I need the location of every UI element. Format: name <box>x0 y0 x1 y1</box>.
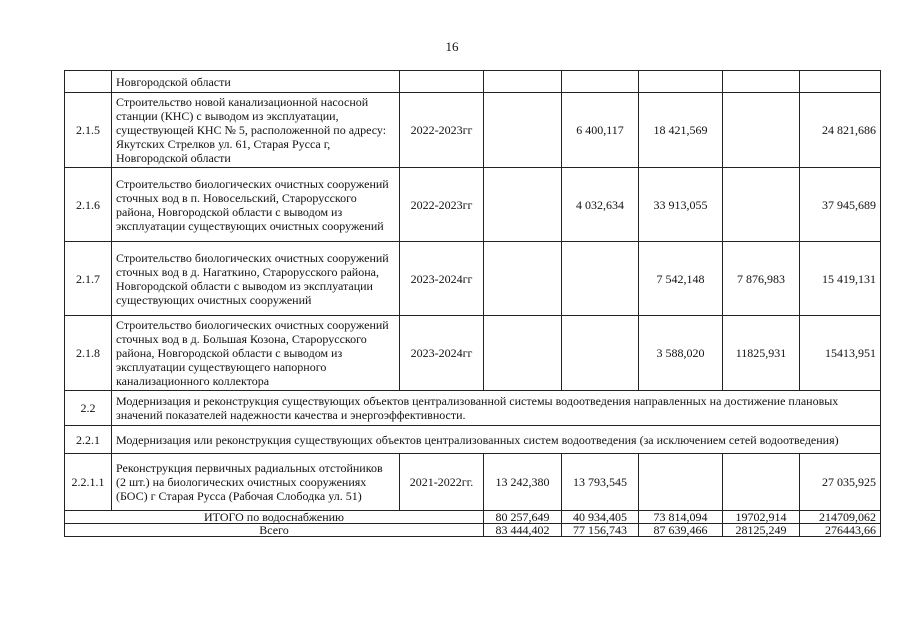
row-value-1 <box>484 168 562 242</box>
row-value-3 <box>639 71 723 93</box>
grand-total-value-total: 276443,66 <box>800 524 881 537</box>
row-value-total: 37 945,689 <box>800 168 881 242</box>
grand-total-row <box>65 524 881 537</box>
row-value-1 <box>484 93 562 168</box>
grand-total-value-2: 77 156,743 <box>562 524 639 537</box>
row-number: 2.1.5 <box>65 93 112 168</box>
section-row <box>65 426 881 454</box>
row-value-4 <box>723 93 800 168</box>
row-period: 2023-2024гг <box>400 316 484 391</box>
row-value-3: 7 542,148 <box>639 242 723 316</box>
row-number <box>65 71 112 93</box>
row-period: 2021-2022гг. <box>400 454 484 511</box>
row-value-2: 13 793,545 <box>562 454 639 511</box>
section-title: Модернизация и реконструкция существующих объектов централизованной системы водоотведения направленных на достижение плановых значений показателей надежности качества и энергоэффективности. <box>112 391 881 426</box>
row-value-1 <box>484 71 562 93</box>
row-value-3 <box>639 454 723 511</box>
total-water-value-2: 40 934,405 <box>562 511 639 524</box>
row-value-3: 3 588,020 <box>639 316 723 391</box>
row-value-1: 13 242,380 <box>484 454 562 511</box>
row-value-2: 4 032,634 <box>562 168 639 242</box>
row-value-2 <box>562 71 639 93</box>
row-value-total: 24 821,686 <box>800 93 881 168</box>
row-number: 2.1.8 <box>65 316 112 391</box>
row-name: Строительство биологических очистных сооружений сточных вод в д. Нагаткино, Старорусского района, Новгородской области с выводом из эксплуатации существующих очистных сооружений <box>112 242 400 316</box>
row-name: Строительство биологических очистных сооружений сточных вод в п. Новосельский, Старорусского района, Новгородской области с выводом из эксплуатации существующих очистных сооружений <box>112 168 400 242</box>
total-water-value-4: 19702,914 <box>723 511 800 524</box>
row-value-4 <box>723 454 800 511</box>
grand-total-value-4: 28125,249 <box>723 524 800 537</box>
row-value-total: 15413,951 <box>800 316 881 391</box>
grand-total-label: Всего <box>65 524 484 537</box>
total-water-label: ИТОГО по водоснабжению <box>65 511 484 524</box>
row-value-4: 11825,931 <box>723 316 800 391</box>
row-value-4: 7 876,983 <box>723 242 800 316</box>
row-value-1 <box>484 316 562 391</box>
table-row <box>65 71 881 93</box>
row-number: 2.1.6 <box>65 168 112 242</box>
row-value-4 <box>723 168 800 242</box>
row-period <box>400 71 484 93</box>
table-row <box>65 242 881 316</box>
table-row <box>65 316 881 391</box>
row-value-total: 27 035,925 <box>800 454 881 511</box>
section-row <box>65 391 881 426</box>
row-number: 2.1.7 <box>65 242 112 316</box>
table-row <box>65 93 881 168</box>
total-water-value-total: 214709,062 <box>800 511 881 524</box>
row-value-2: 6 400,117 <box>562 93 639 168</box>
row-value-3: 33 913,055 <box>639 168 723 242</box>
total-row <box>65 511 881 524</box>
section-number: 2.2 <box>65 391 112 426</box>
row-value-1 <box>484 242 562 316</box>
row-period: 2022-2023гг <box>400 93 484 168</box>
section-title: Модернизация или реконструкция существующих объектов централизованных систем водоотведения (за исключением сетей водоотведения) <box>112 426 881 454</box>
row-value-4 <box>723 71 800 93</box>
row-name: Строительство новой канализационной насосной станции (КНС) с выводом из эксплуатации, существующей КНС № 5, расположенной по адресу: Якутских Стрелков ул. 61, Старая Русса г, Новгородской области <box>112 93 400 168</box>
row-value-3: 18 421,569 <box>639 93 723 168</box>
row-name: Новгородской области <box>112 71 400 93</box>
row-value-total: 15 419,131 <box>800 242 881 316</box>
grand-total-value-1: 83 444,402 <box>484 524 562 537</box>
row-number: 2.2.1.1 <box>65 454 112 511</box>
page-number: 16 <box>445 39 459 54</box>
grand-total-value-3: 87 639,466 <box>639 524 723 537</box>
row-value-2 <box>562 316 639 391</box>
total-water-value-3: 73 814,094 <box>639 511 723 524</box>
row-period: 2023-2024гг <box>400 242 484 316</box>
table-row <box>65 168 881 242</box>
row-value-total <box>800 71 881 93</box>
row-name: Реконструкция первичных радиальных отстойников (2 шт.) на биологических очистных сооружениях (БОС) г Старая Русса (Рабочая Слободка ул. 51) <box>112 454 400 511</box>
total-water-value-1: 80 257,649 <box>484 511 562 524</box>
investment-table <box>64 70 881 537</box>
table-row <box>65 454 881 511</box>
row-period: 2022-2023гг <box>400 168 484 242</box>
section-number: 2.2.1 <box>65 426 112 454</box>
row-name: Строительство биологических очистных сооружений сточных вод в д. Большая Козона, Старорусского района, Новгородской области с выводом из эксплуатации существующего напорного канализационного коллектора <box>112 316 400 391</box>
row-value-2 <box>562 242 639 316</box>
